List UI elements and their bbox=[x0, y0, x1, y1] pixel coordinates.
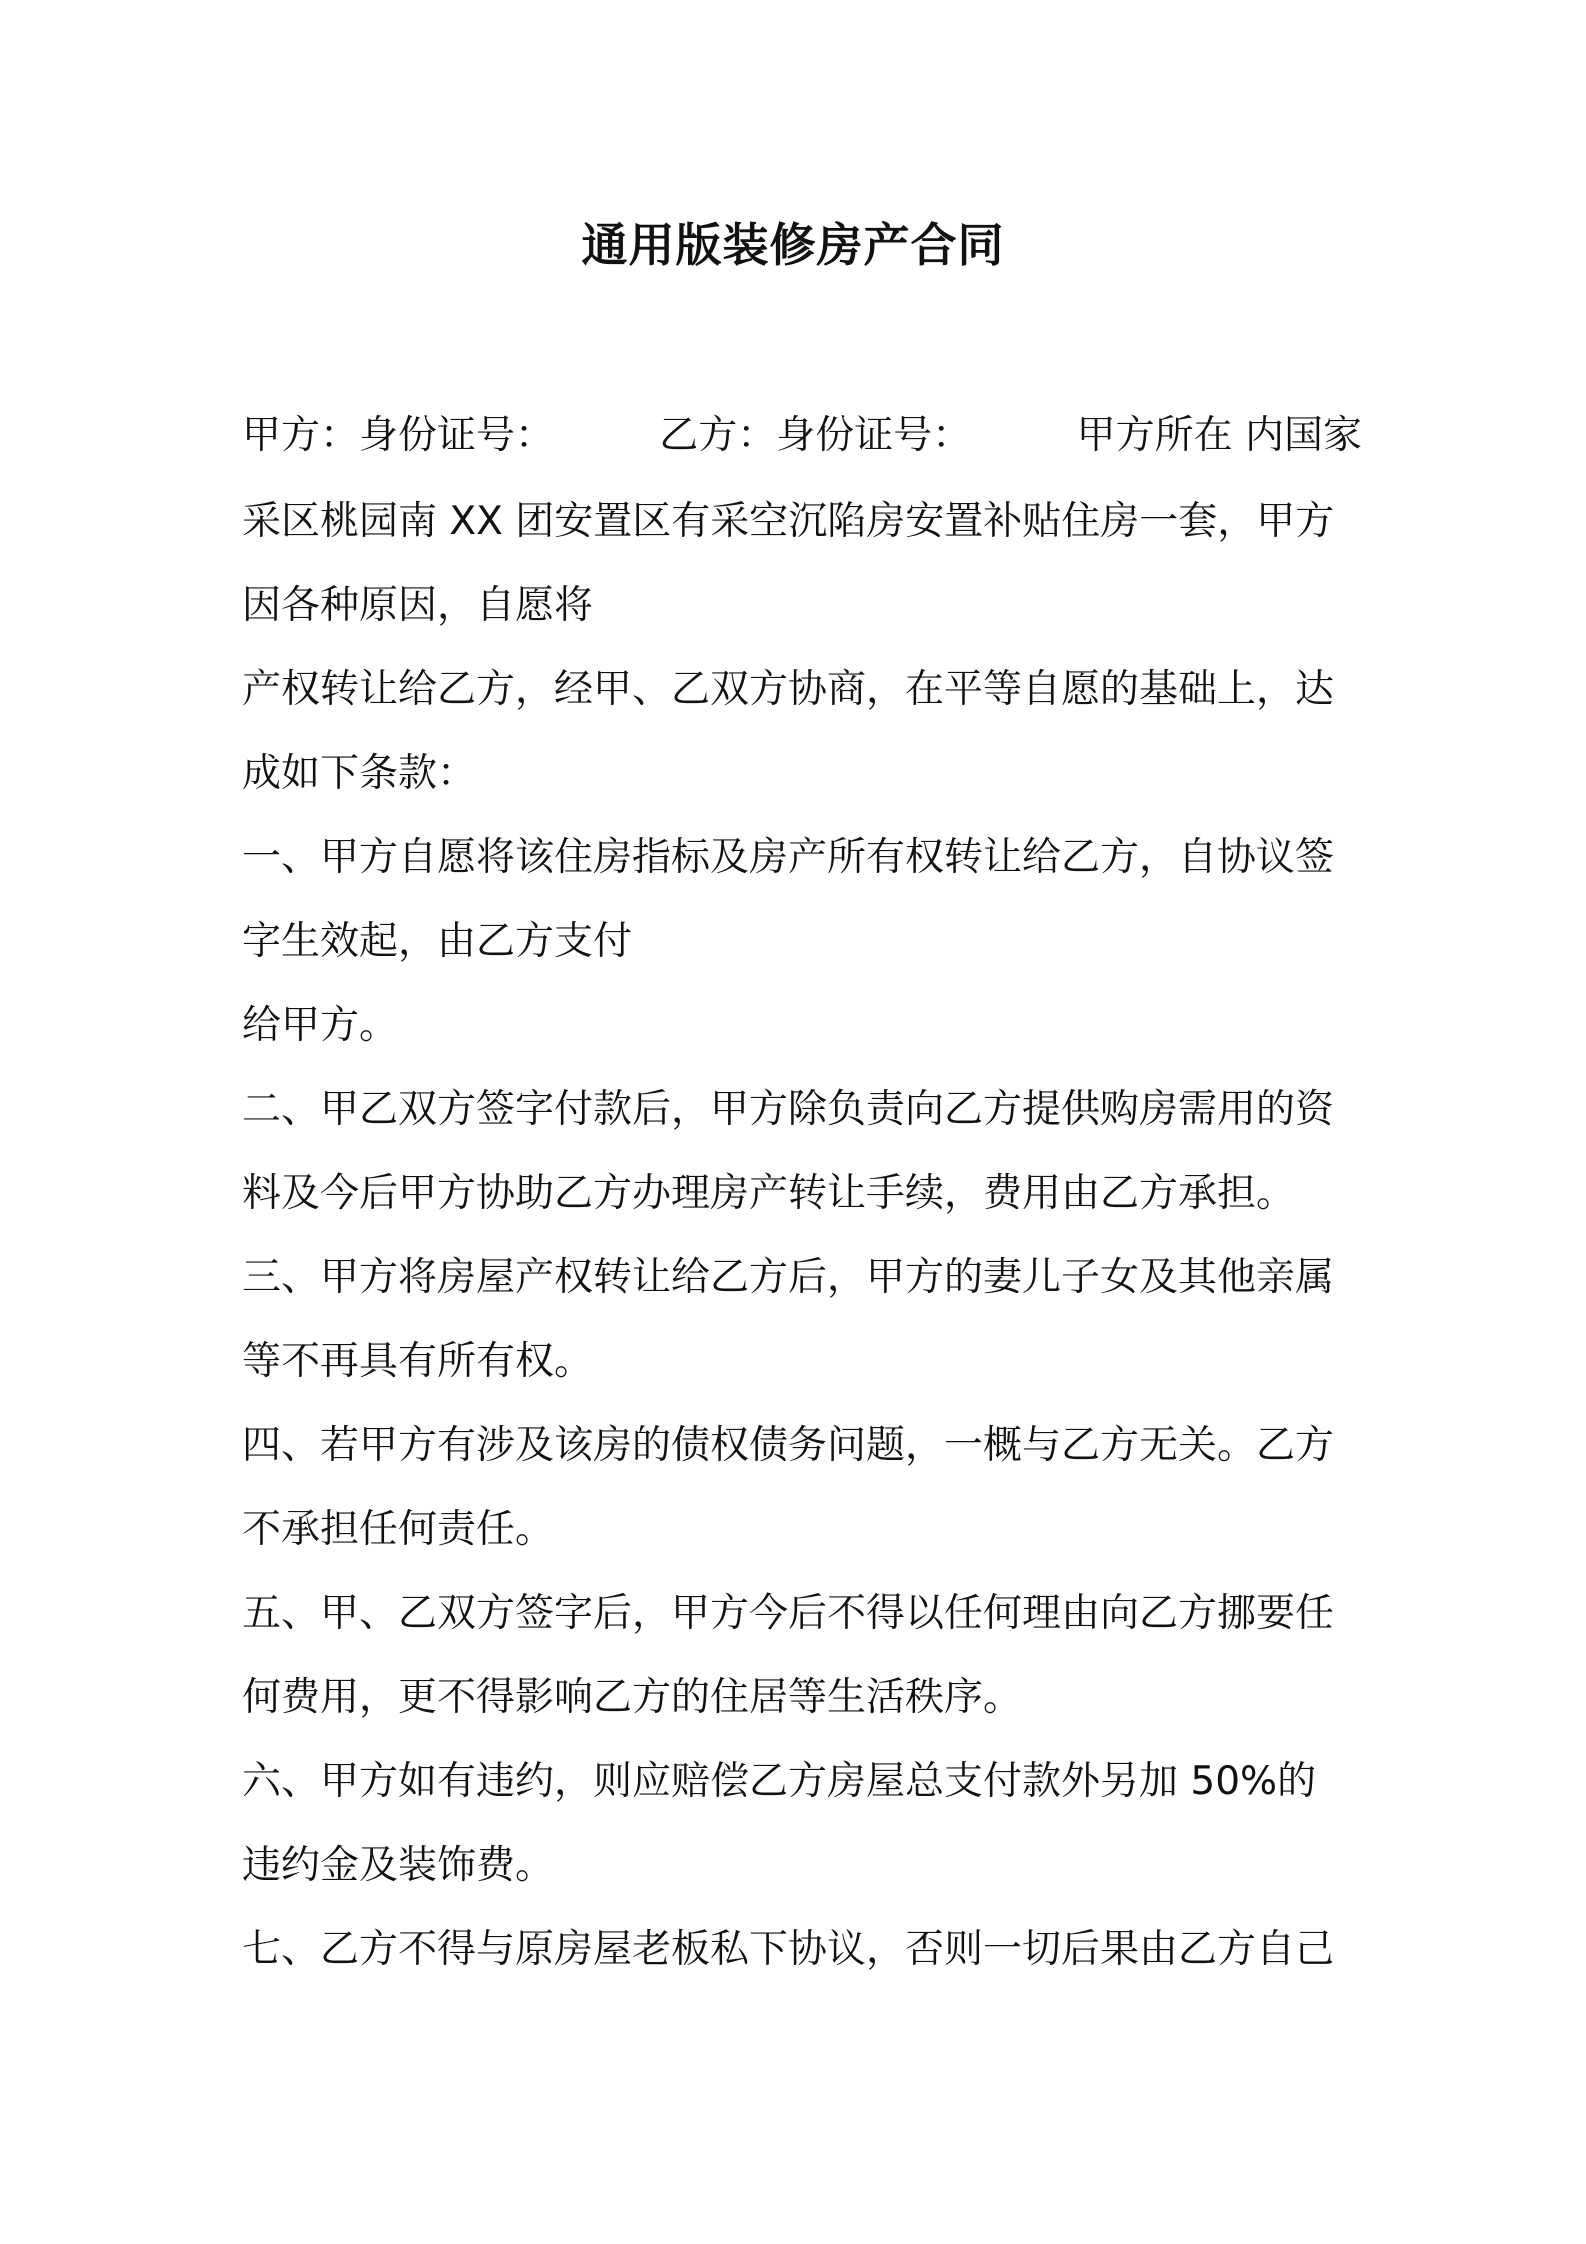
party-a-location-text: 甲方所在 内国家 bbox=[1076, 413, 1362, 458]
paragraph-line: 采区桃园南 XX 团安置区有采空沉陷房安置补贴住房一套，甲方 bbox=[242, 499, 1335, 544]
clause-1-line: 一、甲方自愿将该住房指标及房产所有权转让给乙方，自协议签 bbox=[242, 835, 1335, 880]
paragraph-line: 因各种原因，自愿将 bbox=[242, 583, 594, 628]
clause-5-line: 五、甲、乙双方签字后，甲方今后不得以任何理由向乙方挪要任 bbox=[242, 1591, 1335, 1636]
clause-2-line: 料及今后甲方协助乙方办理房产转让手续，费用由乙方承担。 bbox=[242, 1171, 1296, 1216]
clause-1-line: 字生效起，由乙方支付 bbox=[242, 919, 633, 964]
clause-1-line: 给甲方。 bbox=[242, 1003, 399, 1048]
party-b-id-label: 乙方：身份证号： bbox=[659, 413, 972, 458]
clause-7-line: 七、乙方不得与原房屋老板私下协议，否则一切后果由乙方自己 bbox=[242, 1927, 1335, 1972]
paragraph-line: 成如下条款： bbox=[242, 751, 477, 796]
document-title: 通用版装修房产合同 bbox=[581, 218, 1005, 272]
party-a-id-label: 甲方：身份证号： bbox=[242, 413, 555, 458]
clause-6-line: 违约金及装饰费。 bbox=[242, 1843, 555, 1888]
clause-3-line: 三、甲方将房屋产权转让给乙方后，甲方的妻儿子女及其他亲属 bbox=[242, 1255, 1335, 1300]
clause-4-line: 四、若甲方有涉及该房的债权债务问题，一概与乙方无关。乙方 bbox=[242, 1423, 1335, 1468]
clause-5-line: 何费用，更不得影响乙方的住居等生活秩序。 bbox=[242, 1675, 1023, 1720]
clause-4-line: 不承担任何责任。 bbox=[242, 1507, 555, 1552]
party-info-line bbox=[242, 408, 1362, 464]
paragraph-line: 产权转让给乙方，经甲、乙双方协商，在平等自愿的基础上，达 bbox=[242, 667, 1335, 712]
clause-2-line: 二、甲乙双方签字付款后，甲方除负责向乙方提供购房需用的资 bbox=[242, 1087, 1335, 1132]
clause-3-line: 等不再具有所有权。 bbox=[242, 1339, 594, 1384]
clause-6-line: 六、甲方如有违约，则应赔偿乙方房屋总支付款外另加 50%的 bbox=[242, 1759, 1317, 1804]
